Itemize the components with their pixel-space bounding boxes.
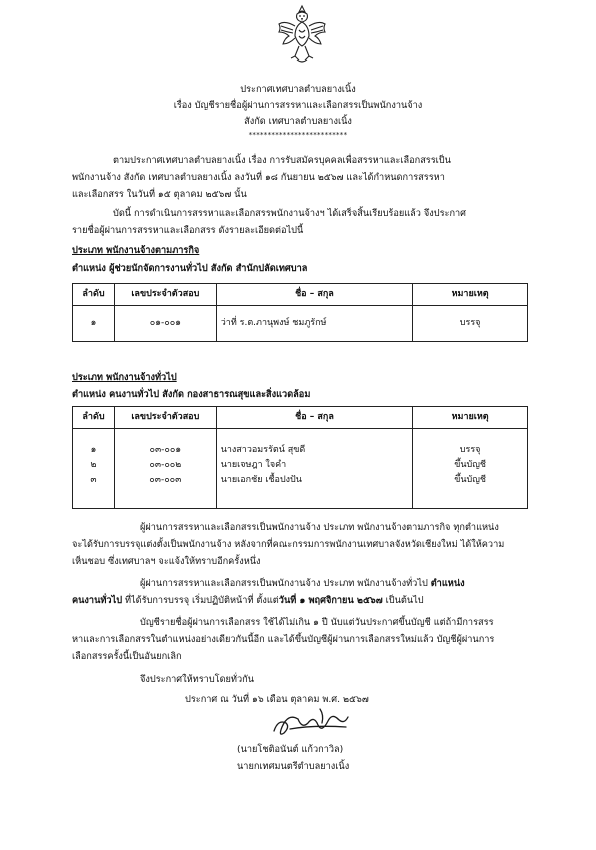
body-line-5 — [72, 595, 424, 607]
section2-type: ประเภท พนักงานจ้างทั่วไป — [72, 372, 177, 383]
announcement-subject: เรื่อง บัญชีรายชื่อผู้ผ่านการสรรหาและเลือกสรรเป็นพนักงานจ้าง — [173, 100, 423, 111]
intro-line-1: ตามประกาศเทศบาลตำบลยางเนิ้ง เรื่อง การรับสมัครบุคคลเพื่อสรรหาและเลือกสรรเป็น — [113, 155, 451, 166]
body-line-8: เลือกสรรครั้งนี้เป็นอันยกเลิก — [72, 651, 182, 662]
col-header-no: ลำดับ — [73, 407, 115, 429]
row-no: ๒ — [90, 460, 97, 470]
row-note: ขึ้นบัญชี — [454, 460, 487, 470]
body-line-2: จะได้รับการบรรจุแต่งตั้งเป็นพนักงานจ้าง หลังจากที่คณะกรรมการพนักงานเทศบาลจังหวัดเชียงใหม่ ได้ให้ความ — [72, 539, 505, 550]
signer-name: (นายโชติอนันต์ แก้วกาวิล) — [237, 744, 344, 755]
signer-title: นายกเทศมนตรีตำบลยางเนิ้ง — [237, 761, 350, 772]
body-line-3: เห็นชอบ ซึ่งเทศบาลฯ จะแจ้งให้ทราบอีกครั้งหนึ่ง — [72, 556, 261, 567]
row-exam-id: ๐๓-๐๐๓ — [149, 475, 182, 485]
rows-note-cell — [413, 429, 528, 509]
row-name: ว่าที่ ร.ต.ภานุพงษ์ ชมภูรักษ์ — [216, 306, 412, 342]
garuda-emblem-icon — [275, 2, 329, 66]
row-name: นายเอกชัย เชื้อปงปัน — [220, 475, 302, 485]
table-header-row — [73, 407, 528, 429]
rows-no-cell — [73, 429, 115, 509]
body-line-7: หาและการเลือกสรรในตำแหน่งอย่างเดียวกันนี้อีก และได้ขึ้นบัญชีผู้ผ่านการเลือกสรรใหม่แล้ว บัญชีผู้ผ่านการ — [72, 634, 495, 645]
signature-icon — [268, 705, 358, 745]
row-no: ๑ — [90, 445, 97, 455]
row-name: นางสาวอมรรัตน์ สุขดี — [220, 445, 306, 455]
table-row — [73, 306, 528, 342]
col-header-note: หมายเหตุ — [413, 284, 528, 306]
body-line-4 — [140, 578, 465, 590]
intro-line-4: บัดนี้ การดำเนินการสรรหาและเลือกสรรพนักงานจ้างฯ ได้เสร็จสิ้นเรียบร้อยแล้ว จึงประกาศ — [113, 208, 467, 219]
col-header-name: ชื่อ – สกุล — [216, 284, 412, 306]
table-row — [73, 429, 528, 509]
body-line-5-bold-date: วันที่ ๑ พฤศจิกายน ๒๕๖๗ — [278, 595, 383, 606]
body-line-5-text: ที่ได้รับการบรรจุ เริ่มปฏิบัติหน้าที่ ตั้งแต่ — [122, 595, 279, 606]
row-note: บรรจุ — [459, 445, 481, 455]
col-header-no: ลำดับ — [73, 284, 115, 306]
row-note: ขึ้นบัญชี — [454, 475, 487, 485]
col-header-name: ชื่อ – สกุล — [216, 407, 413, 429]
intro-line-2: พนักงานจ้าง สังกัด เทศบาลตำบลยางเนิ้ง ลงวันที่ ๑๘ กันยายน ๒๕๖๗ และได้กำหนดการสรรหา — [72, 172, 445, 183]
row-name: นายเจษฎา ใจคำ — [220, 460, 287, 470]
header-divider: ************************** — [248, 131, 348, 139]
section1-type: ประเภท พนักงานจ้างตามภารกิจ — [72, 245, 200, 256]
announcement-date: ประกาศ ณ วันที่ ๑๖ เดือน ตุลาคม พ.ศ. ๒๕๖๗ — [185, 694, 369, 705]
body-line-4-text: ผู้ผ่านการสรรหาและเลือกสรรเป็นพนักงานจ้าง ประเภท พนักงานจ้างทั่วไป — [140, 578, 431, 589]
row-no: ๓ — [90, 475, 97, 485]
col-header-exam-id: เลขประจำตัวสอบ — [114, 284, 216, 306]
row-exam-id: ๐๓-๐๐๑ — [149, 445, 182, 455]
announcement-org: ประกาศเทศบาลตำบลยางเนิ้ง — [240, 84, 356, 95]
section1-position: ตำแหน่ง ผู้ช่วยนักจัดการงานทั่วไป สังกัด สำนักปลัดเทศบาล — [72, 263, 308, 274]
body-line-1: ผู้ผ่านการสรรหาและเลือกสรรเป็นพนักงานจ้าง ประเภท พนักงานจ้างตามภารกิจ ทุกตำแหน่ง — [140, 522, 499, 533]
body-line-9: จึงประกาศให้ทราบโดยทั่วกัน — [140, 674, 254, 685]
row-note: บรรจุ — [413, 306, 528, 342]
row-exam-id: ๐๓-๐๐๒ — [149, 460, 182, 470]
row-no: ๑ — [73, 306, 115, 342]
body-line-5-bold-position: คนงานทั่วไป — [72, 595, 123, 606]
body-line-5-tail: เป็นต้นไป — [382, 595, 424, 606]
intro-line-5: รายชื่อผู้ผ่านการสรรหาและเลือกสรร ดังรายละเอียดต่อไปนี้ — [72, 225, 304, 236]
body-line-6: บัญชีรายชื่อผู้ผ่านการเลือกสรร ใช้ได้ไม่เกิน ๑ ปี นับแต่วันประกาศขึ้นบัญชี แต่ถ้ามีการสรร — [140, 617, 494, 628]
section1-table — [72, 283, 528, 342]
col-header-note: หมายเหตุ — [413, 407, 528, 429]
section2-table — [72, 406, 528, 509]
announcement-affiliation: สังกัด เทศบาลตำบลยางเนิ้ง — [244, 116, 352, 127]
rows-name-cell — [216, 429, 413, 509]
rows-exam-id-cell — [114, 429, 216, 509]
intro-line-3: และเลือกสรร ในวันที่ ๑๕ ตุลาคม ๒๕๖๗ นั้น — [72, 189, 247, 200]
col-header-exam-id: เลขประจำตัวสอบ — [114, 407, 216, 429]
body-line-4-bold: ตำแหน่ง — [430, 578, 465, 589]
table-header-row — [73, 284, 528, 306]
section2-position: ตำแหน่ง คนงานทั่วไป สังกัด กองสาธารณสุขและสิ่งแวดล้อม — [72, 389, 311, 400]
row-exam-id: ๐๑-๐๐๑ — [114, 306, 216, 342]
